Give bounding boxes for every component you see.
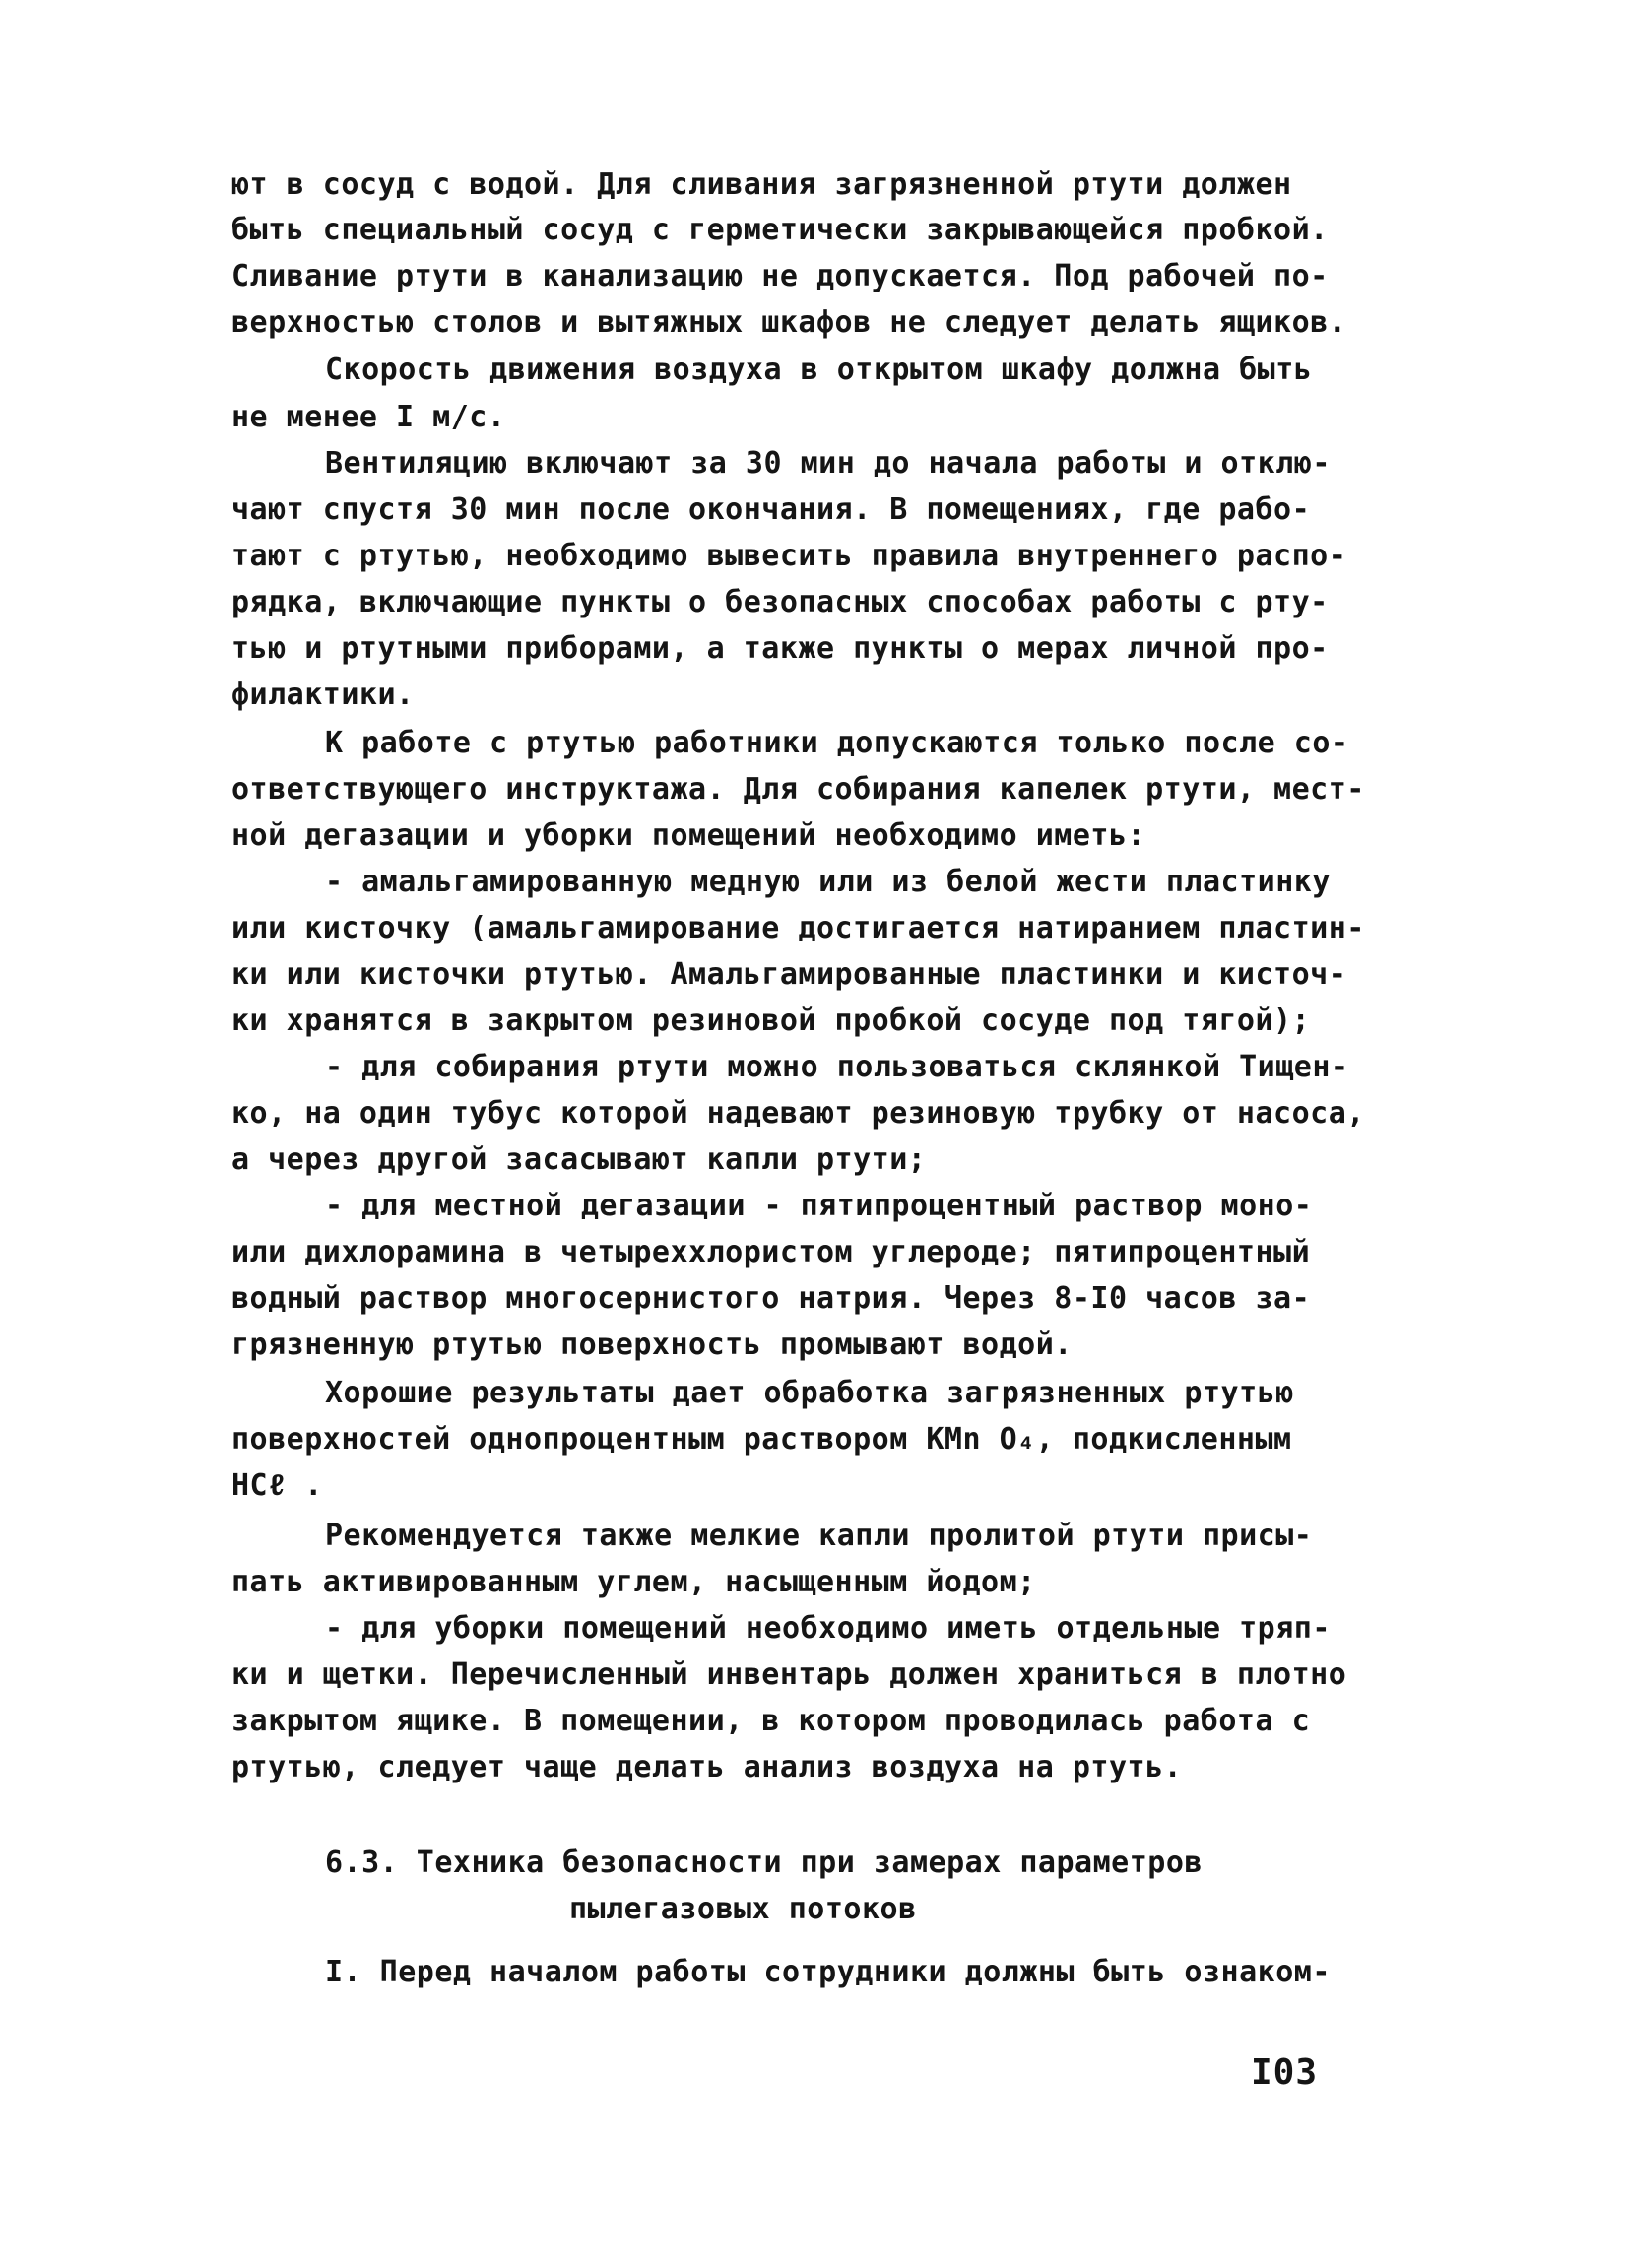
text-line: не менее I м/с.: [231, 400, 506, 434]
text-line: тают с ртутью, необходимо вывесить правила внутреннего распо-: [231, 539, 1347, 573]
text-line: - для собирания ртути можно пользоваться склянкой Тищен-: [325, 1050, 1349, 1084]
text-line: или кисточку (амальгамирование достигается натиранием пластин-: [231, 911, 1365, 945]
text-line: рядка, включающие пункты о безопасных способах работы с рту-: [231, 585, 1329, 619]
text-line: поверхностей однопроцентным раствором КМn O₄, подкисленным: [231, 1422, 1292, 1457]
page-number: I03: [1251, 2052, 1319, 2093]
text-line: - для местной дегазации - пятипроцентный раствор моно-: [325, 1189, 1313, 1223]
text-line: ответствующего инструктажа. Для собирания капелек ртути, мест-: [231, 772, 1365, 807]
text-line: тью и ртутными приборами, а также пункты о мерах личной про-: [231, 631, 1329, 666]
text-line: ртутью, следует чаще делать анализ воздуха на ртуть.: [231, 1750, 1183, 1784]
text-line: ют в сосуд с водой. Для сливания загрязненной ртути должен: [231, 167, 1292, 202]
text-line: ки или кисточки ртутью. Амальгамированные пластинки и кисточ-: [231, 957, 1347, 992]
text-line: закрытом ящике. В помещении, в котором проводилась работа с: [231, 1704, 1311, 1738]
text-line: а через другой засасывают капли ртути;: [231, 1142, 927, 1177]
text-line: ко, на один тубус которой надевают резиновую трубку от насоса,: [231, 1096, 1365, 1131]
text-line: К работе с ртутью работники допускаются только после со-: [325, 726, 1349, 760]
section-heading: 6.3. Техника безопасности при замерах параметров: [325, 1846, 1203, 1880]
text-line: или дихлорамина в четыреххлористом углероде; пятипроцентный: [231, 1235, 1311, 1269]
text-line: грязненную ртутью поверхность промывают водой.: [231, 1328, 1073, 1362]
text-line: чают спустя 30 мин после окончания. В помещениях, где рабо-: [231, 492, 1311, 527]
text-line: Рекомендуется также мелкие капли пролитой ртути присы-: [325, 1519, 1313, 1553]
text-line: верхностью столов и вытяжных шкафов не следует делать ящиков.: [231, 305, 1347, 340]
section-heading-continuation: пылегазовых потоков: [569, 1892, 917, 1926]
text-line: Вентиляцию включают за 30 мин до начала работы и отклю-: [325, 446, 1331, 481]
text-line: - амальгамированную медную или из белой жести пластинку: [325, 865, 1331, 899]
text-line: Сливание ртути в канализацию не допускается. Под рабочей по-: [231, 259, 1329, 293]
text-line: HCℓ .: [231, 1468, 323, 1503]
text-line: филактики.: [231, 678, 415, 712]
text-line: пать активированным углем, насыщенным йодом;: [231, 1565, 1036, 1599]
text-line: I. Перед началом работы сотрудники должны быть ознаком-: [325, 1955, 1331, 1989]
text-line: ной дегазации и уборки помещений необходимо иметь:: [231, 818, 1146, 853]
text-line: быть специальный сосуд с герметически закрывающейся пробкой.: [231, 213, 1329, 247]
text-line: ки и щетки. Перечисленный инвентарь должен храниться в плотно: [231, 1657, 1347, 1692]
text-line: ки хранятся в закрытом резиновой пробкой сосуде под тягой);: [231, 1004, 1311, 1038]
text-line: - для уборки помещений необходимо иметь отдельные тряп-: [325, 1611, 1331, 1646]
text-line: Скорость движения воздуха в открытом шкафу должна быть: [325, 353, 1313, 387]
text-line: водный раствор многосернистого натрия. Через 8-I0 часов за-: [231, 1281, 1311, 1316]
text-line: Хорошие результаты дает обработка загрязненных ртутью: [325, 1376, 1294, 1410]
